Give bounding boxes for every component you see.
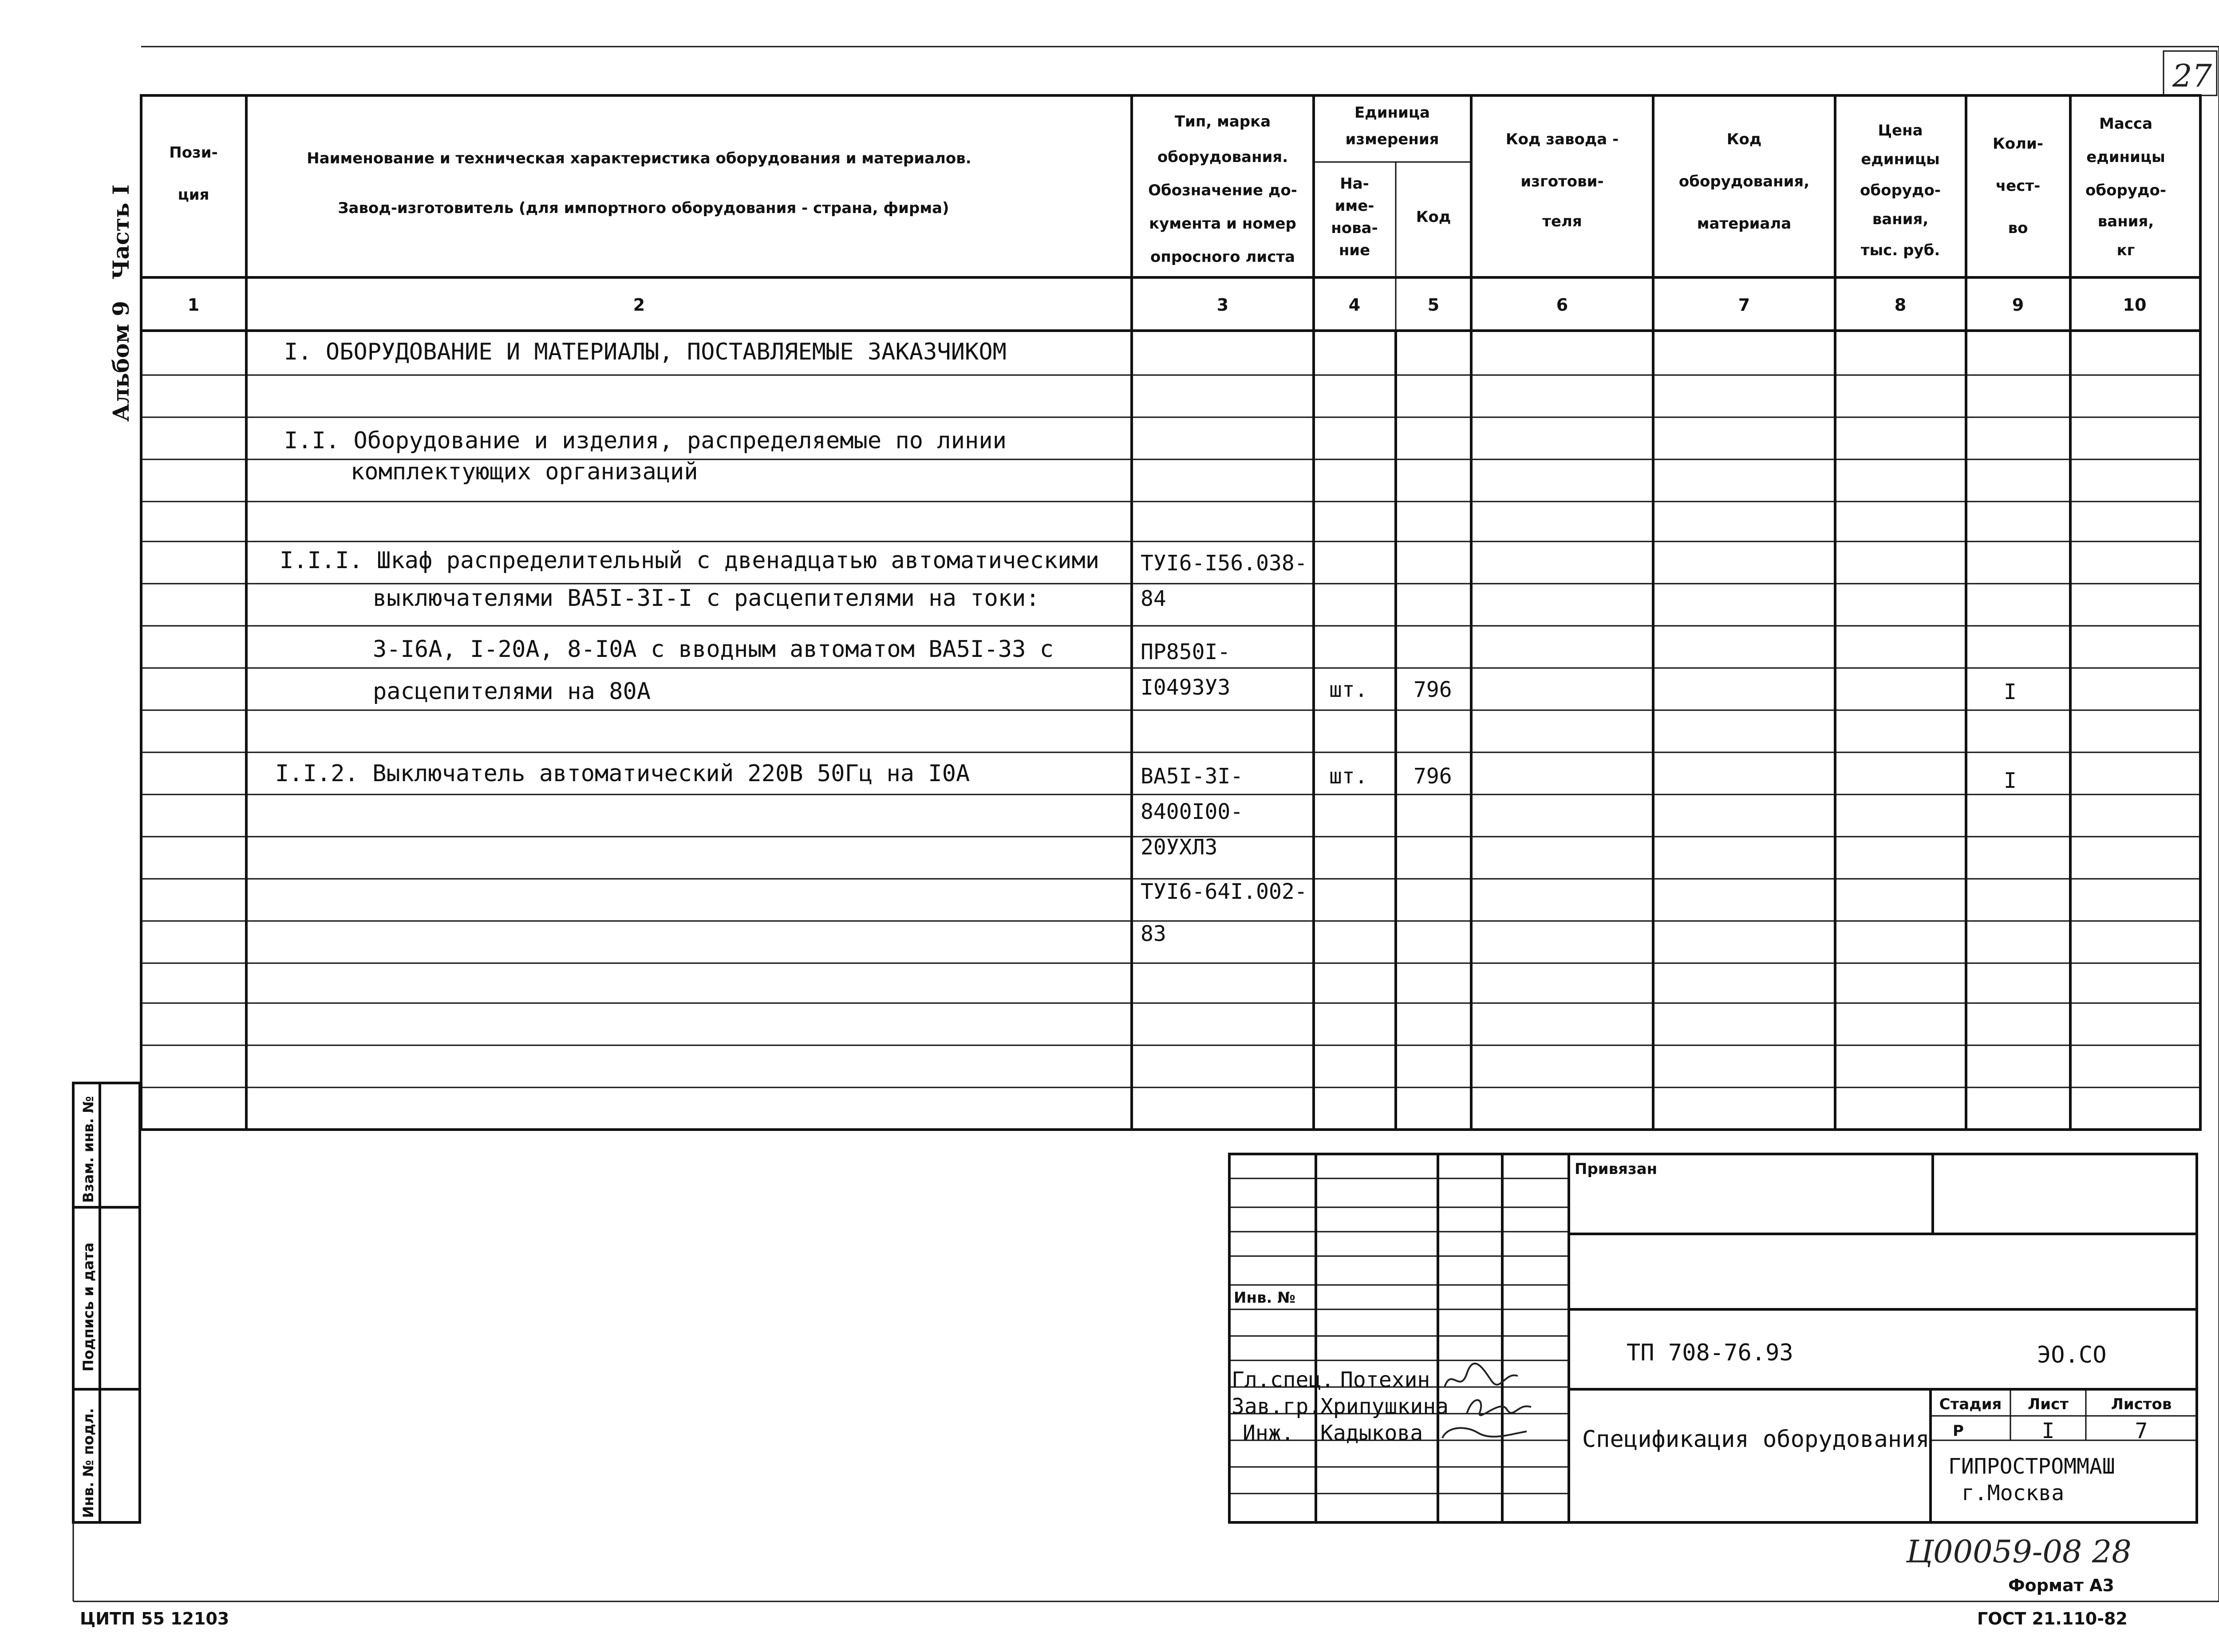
col3-header-line2: оборудования. — [1157, 148, 1288, 166]
subsection-title-line2: комплектующих организаций — [351, 458, 698, 485]
item-111-line2: выключателями ВА5I-3I-I с расцепителями на токи: — [373, 585, 1040, 612]
item-112-type-line1: ВА5I-3I- — [1141, 764, 1244, 789]
item-111-line4: расцепителями на 80А — [373, 678, 651, 705]
signature-potekhin — [1445, 1363, 1518, 1387]
subsection-title-line1: I.I. Оборудование и изделия, распределяемые по линии — [284, 427, 1007, 454]
col3-number: 3 — [1216, 295, 1229, 315]
col3-header-line4: кумента и номер — [1149, 215, 1296, 233]
gl-spec-role: Гл.спец. — [1232, 1367, 1335, 1392]
item-111-type-line4: I0493У3 — [1141, 675, 1231, 700]
col10-header-line3: оборудо- — [2085, 182, 2166, 199]
inzh-name: Кадыкова — [1320, 1421, 1423, 1446]
table-body — [275, 339, 2017, 946]
item-112-type-line4: ТУI6-64I.002- — [1141, 879, 1307, 904]
col10-header-line2: единицы — [2086, 148, 2165, 166]
col3-header-line1: Тип, марка — [1174, 113, 1271, 130]
col5-header: Код — [1416, 208, 1451, 226]
col8-header-line4: вания, — [1872, 210, 1929, 228]
section-title: I. ОБОРУДОВАНИЕ И МАТЕРИАЛЫ, ПОСТАВЛЯЕМЫЕ ЗАКАЗЧИКОМ — [284, 339, 1007, 365]
col3-header-line5: опросного листа — [1150, 248, 1295, 266]
col10-number: 10 — [2123, 295, 2147, 315]
album-label: Альбом 9 — [108, 300, 134, 422]
col5-number: 5 — [1427, 295, 1440, 315]
col8-number: 8 — [1894, 295, 1907, 315]
item-111-unit: шт. — [1329, 677, 1368, 702]
side-label — [108, 185, 134, 422]
part-label: Часть I — [108, 184, 134, 280]
col8-header-line5: тыс. руб. — [1860, 241, 1940, 259]
col2-header-line2: Завод-изготовитель (для импортного оборудования - страна, фирма) — [338, 199, 949, 217]
col7-header-line3: материала — [1697, 215, 1792, 233]
col6-header-line1: Код завода - — [1505, 130, 1619, 148]
col3-header-line3: Обозначение до- — [1148, 182, 1297, 199]
col4-header-line2: име- — [1335, 197, 1374, 215]
col8-header-line3: оборудо- — [1860, 182, 1941, 199]
item-111-quantity: I — [2004, 680, 2017, 704]
col9-number: 9 — [2012, 295, 2024, 315]
privyazan-label: Привязан — [1575, 1160, 1658, 1178]
item-112-unit: шт. — [1329, 764, 1368, 789]
podpis-data-label: Подпись и дата — [80, 1242, 97, 1371]
unit-group-header-line2: измерения — [1345, 130, 1439, 148]
item-111-line1: I.I.I. Шкаф распределительный с двенадцатью автоматическими — [280, 547, 1100, 574]
format-label: Формат А3 — [2008, 1576, 2114, 1595]
table-header — [169, 104, 2166, 266]
col8-header-line1: Цена — [1878, 122, 1923, 139]
list-label: Лист — [2028, 1395, 2069, 1413]
col4-header-line4: ние — [1339, 241, 1370, 259]
col7-header-line2: оборудования, — [1678, 173, 1810, 190]
item-112-line1: I.I.2. Выключатель автоматический 220В 50Гц на I0А — [275, 760, 970, 787]
item-112-quantity: I — [2004, 768, 2017, 793]
stadiya-value: Р — [1953, 1422, 1964, 1440]
page-number: 27 — [2172, 58, 2212, 94]
item-111-type-line1: ТУI6-I56.038- — [1141, 551, 1307, 576]
zav-gr-name: Хрипушкина — [1320, 1394, 1449, 1419]
col6-header-line3: теля — [1542, 213, 1582, 230]
inv-podl-label: Инв. № подл. — [80, 1408, 97, 1518]
item-112-type-line5: 83 — [1141, 921, 1166, 946]
col10-header-line5: кг — [2116, 241, 2135, 259]
col6-number: 6 — [1556, 295, 1568, 315]
stadiya-label: Стадия — [1939, 1395, 2002, 1413]
signature-khripushkina — [1467, 1400, 1531, 1415]
listov-label: Листов — [2111, 1395, 2172, 1413]
title-block — [1229, 1154, 2197, 1522]
unit-group-header-line1: Единица — [1354, 104, 1430, 122]
col2-number: 2 — [633, 295, 645, 315]
gost-label: ГОСТ 21.110-82 — [1977, 1609, 2128, 1628]
col6-header-line2: изготови- — [1520, 173, 1604, 190]
inzh-role: Инж. — [1243, 1421, 1294, 1446]
col1-number: 1 — [187, 295, 200, 315]
col7-number: 7 — [1738, 295, 1750, 315]
col9-header-line3: во — [2008, 219, 2028, 237]
col4-header-line3: нова- — [1331, 219, 1378, 237]
item-111-line3: 3-I6А, I-20А, 8-I0А с вводным автоматом ВА5I-33 с — [373, 636, 1054, 663]
project-number: ТП 708-76.93 — [1627, 1340, 1793, 1366]
col4-header-line1: На- — [1340, 175, 1369, 193]
list-value: I — [2041, 1419, 2055, 1443]
col9-header-line1: Коли- — [1993, 135, 2043, 153]
col10-header-line4: вания, — [2097, 213, 2154, 230]
col2-header-line1: Наименование и техническая характеристика оборудования и материалов. — [307, 150, 971, 167]
col8-header-line2: единицы — [1861, 150, 1940, 168]
col1-header-line1: Пози- — [169, 144, 218, 162]
item-111-unit-code: 796 — [1414, 677, 1452, 702]
col10-header-line1: Масса — [2099, 115, 2153, 133]
zav-gr-role: Зав.гр. — [1232, 1394, 1322, 1419]
column-numbers — [188, 295, 2147, 315]
listov-value: 7 — [2135, 1419, 2148, 1443]
item-111-type-line2: 84 — [1141, 586, 1166, 611]
gl-spec-name: Потехин — [1340, 1367, 1430, 1392]
left-stamp — [73, 1083, 140, 1522]
organization-name: ГИПРОСТРОММАШ — [1948, 1454, 2115, 1479]
item-112-type-line3: 20УХЛ3 — [1141, 835, 1218, 860]
document-code: ЭО.СО — [2037, 1342, 2107, 1368]
item-112-type-line2: 8400I00- — [1141, 799, 1244, 824]
col1-header-line2: ция — [178, 186, 209, 204]
col7-header-line1: Код — [1726, 130, 1762, 148]
signature-kadykova — [1442, 1428, 1527, 1438]
citp-label: ЦИТП 55 12103 — [80, 1609, 229, 1628]
col4-number: 4 — [1348, 295, 1361, 315]
vzam-inv-label: Взам. инв. № — [80, 1096, 97, 1203]
item-111-type-line3: ПР850I- — [1141, 640, 1231, 664]
inv-number-label: Инв. № — [1234, 1289, 1296, 1307]
handwritten-reference: Ц00059-08 28 — [1906, 1533, 2132, 1570]
item-112-unit-code: 796 — [1414, 764, 1452, 789]
organization-city: г.Москва — [1962, 1481, 2065, 1506]
document-title: Спецификация оборудования — [1582, 1426, 1930, 1453]
col9-header-line2: чест- — [1995, 177, 2041, 195]
